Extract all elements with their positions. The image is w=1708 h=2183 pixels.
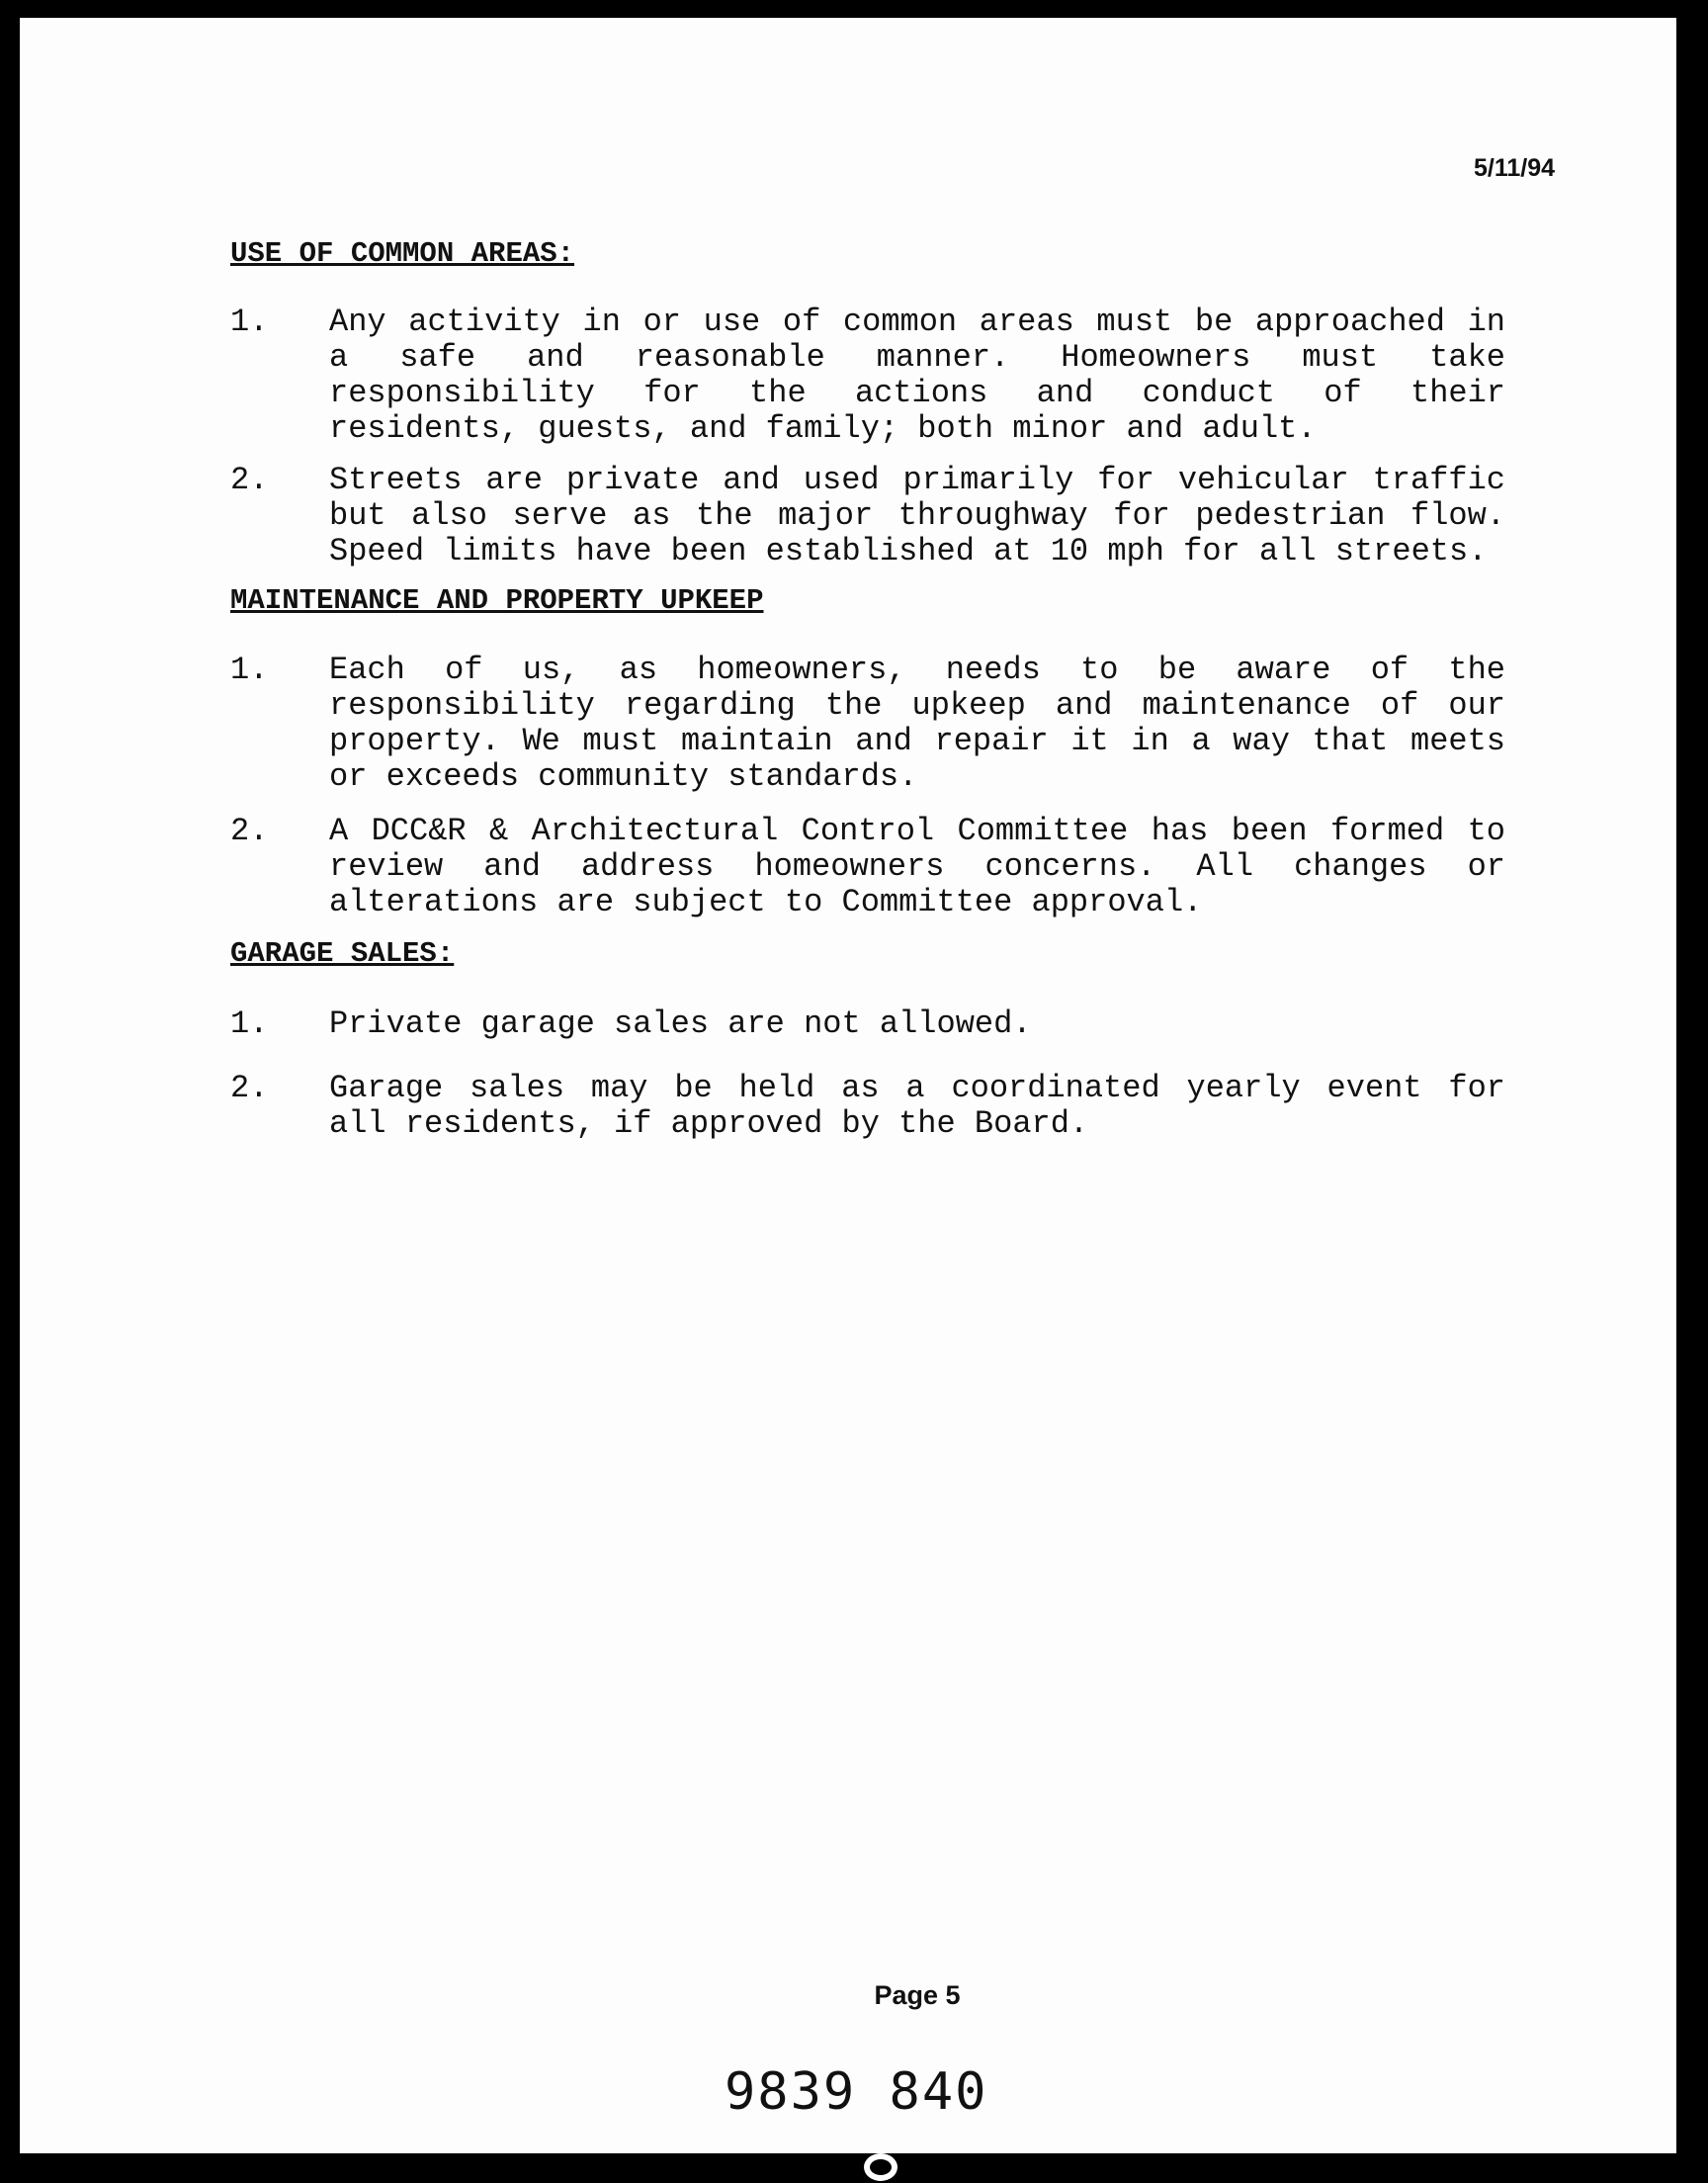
section-heading-common-areas: USE OF COMMON AREAS: xyxy=(230,237,575,270)
item-number: 2. xyxy=(230,462,269,498)
item-text: Each of us, as homeowners, needs to be aware of the responsibility regarding the upkeep and maintenance of our property. We must maintain and repair it in a way that meets or exceeds community standards. xyxy=(329,652,1505,795)
item-number: 1. xyxy=(230,304,269,340)
list-item xyxy=(230,305,1505,447)
item-number: 1. xyxy=(230,1005,269,1042)
item-number: 1. xyxy=(230,652,269,688)
item-text: Streets are private and used primarily for vehicular traffic but also serve as the major throughway for pedestrian flow. Speed limits have been established at 10 mph for all streets. xyxy=(329,462,1505,569)
item-text: Private garage sales are not allowed. xyxy=(329,1005,1032,1042)
list-item xyxy=(230,463,1505,569)
item-text: Any activity in or use of common areas must be approached in a safe and reasonable manner. Homeowners must take responsibility for the actions and conduct of their residents, guests, and family; both minor and adult. xyxy=(329,304,1505,447)
item-number: 2. xyxy=(230,1070,269,1106)
section-heading-garage-sales: GARAGE SALES: xyxy=(230,937,455,970)
document-code: 9839 840 xyxy=(725,2062,988,2122)
list-item xyxy=(230,1071,1505,1142)
list-item xyxy=(230,653,1505,795)
item-text: Garage sales may be held as a coordinated yearly event for all residents, if approved by the Board. xyxy=(329,1070,1505,1142)
punch-hole-icon xyxy=(864,2153,897,2181)
section-heading-maintenance: MAINTENANCE AND PROPERTY UPKEEP xyxy=(230,584,764,617)
item-number: 2. xyxy=(230,813,269,849)
list-item xyxy=(230,814,1505,920)
document-page xyxy=(20,18,1676,2153)
page-number: Page 5 xyxy=(874,1980,961,2010)
document-date: 5/11/94 xyxy=(1473,154,1555,182)
item-text: A DCC&R & Architectural Control Committee has been formed to review and address homeowners concerns. All changes or alterations are subject to Committee approval. xyxy=(329,813,1505,920)
list-item xyxy=(230,1006,1505,1042)
